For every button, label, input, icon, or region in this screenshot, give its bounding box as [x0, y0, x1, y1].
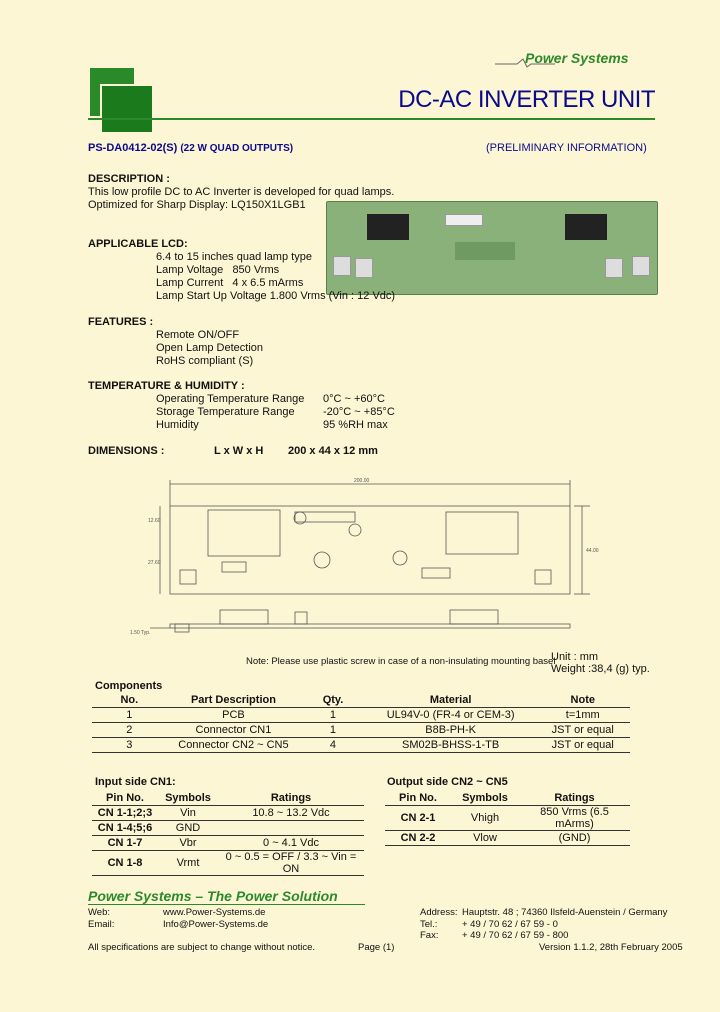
footer-rule	[88, 904, 365, 905]
email-link[interactable]: Info@Power-Systems.de	[163, 919, 269, 930]
table-row: 3 Connector CN2 ~ CN5 4 SM02B-BHSS-1-TB JST or equal	[92, 738, 630, 753]
address-label: Address:	[420, 907, 458, 918]
description-line-2: Optimized for Sharp Display: LQ150X1LGB1	[88, 199, 306, 211]
column-header: Ratings	[519, 791, 630, 806]
model-number: PS-DA0412-02(S) (22 W QUAD OUTPUTS)	[88, 142, 294, 154]
temp-value: -20°C ~ +85°C	[323, 406, 395, 418]
dimensions-heading: DIMENSIONS :	[88, 445, 165, 457]
page-number: Page (1)	[358, 942, 395, 953]
tel-label: Tel.:	[420, 919, 438, 930]
lcd-line: 6.4 to 15 inches quad lamp type	[156, 251, 312, 263]
temp-label: Operating Temperature Range	[156, 393, 305, 405]
input-side-title: Input side CN1:	[95, 776, 176, 788]
column-header: Symbols	[158, 791, 218, 806]
version-label: Version 1.1.2, 28th February 2005	[539, 942, 683, 953]
table-row: 2 Connector CN1 1 B8B-PH-K JST or equal	[92, 723, 630, 738]
preliminary-label: (PRELIMINARY INFORMATION)	[486, 142, 647, 154]
description-line-1: This low profile DC to AC Inverter is developed for quad lamps.	[88, 186, 395, 198]
dim-label: 44.00	[586, 548, 599, 554]
column-header: Pin No.	[385, 791, 451, 806]
input-pin-table	[92, 791, 364, 876]
table-header-row	[92, 693, 630, 708]
web-label: Web:	[88, 907, 111, 918]
temp-value: 0°C ~ +60°C	[323, 393, 385, 405]
tel-value: + 49 / 70 62 / 67 59 - 0	[462, 919, 558, 930]
mounting-note: Note: Please use plastic screw in case of a non-insulating mounting basel	[246, 656, 556, 667]
column-header: Pin No.	[92, 791, 158, 806]
table-row: CN 2-1 Vhigh 850 Vrms (6.5 mArms)	[385, 806, 630, 831]
unit-label: Unit : mm	[551, 651, 599, 663]
column-header: Ratings	[218, 791, 364, 806]
dimensions-lwh: L x W x H	[214, 445, 264, 457]
fax-label: Fax:	[420, 930, 439, 941]
email-label: Email:	[88, 919, 115, 930]
web-link[interactable]: www.Power-Systems.de	[163, 907, 266, 918]
feature-item: RoHS compliant (S)	[156, 355, 254, 367]
components-table	[92, 693, 630, 753]
table-row: CN 1-7 Vbr 0 ~ 4.1 Vdc	[92, 836, 364, 851]
temp-value: 95 %RH max	[323, 419, 388, 431]
table-row: CN 1-1;2;3 Vin 10.8 ~ 13.2 Vdc	[92, 806, 364, 821]
column-header: Note	[536, 693, 630, 708]
dim-label: 12.60	[148, 518, 161, 524]
table-row: 1 PCB 1 UL94V-0 (FR-4 or CEM-3) t=1mm	[92, 708, 630, 723]
temp-label: Storage Temperature Range	[156, 406, 295, 418]
output-pin-table	[385, 791, 630, 846]
table-header-row	[385, 791, 630, 806]
disclaimer: All specifications are subject to change without notice.	[88, 942, 316, 953]
brand-logo-text: Power Systems	[525, 50, 629, 66]
features-heading: FEATURES :	[88, 316, 154, 328]
title-rule	[88, 118, 655, 120]
mechanical-drawing	[130, 478, 610, 648]
column-header: Qty.	[300, 693, 365, 708]
column-header: No.	[92, 693, 167, 708]
column-header: Material	[366, 693, 536, 708]
logo-square-front	[100, 84, 154, 134]
temp-label: Humidity	[156, 419, 199, 431]
feature-item: Remote ON/OFF	[156, 329, 240, 341]
temperature-heading: TEMPERATURE & HUMIDITY :	[88, 380, 245, 392]
dim-label: 1.50 Typ.	[130, 630, 151, 636]
table-row: CN 2-2 Vlow (GND)	[385, 831, 630, 846]
table-row: CN 1-4;5;6 GND	[92, 821, 364, 836]
column-header: Symbols	[451, 791, 519, 806]
lcd-line: Lamp Voltage 850 Vrms	[156, 264, 280, 276]
lcd-line: Lamp Start Up Voltage 1.800 Vrms (Vin : 12 Vdc)	[156, 290, 396, 302]
description-heading: DESCRIPTION :	[88, 173, 170, 185]
dim-label: 27.60	[148, 560, 161, 566]
output-side-title: Output side CN2 ~ CN5	[387, 776, 508, 788]
dim-length-label: 200.00	[354, 478, 370, 484]
table-row: CN 1-8 Vrmt 0 ~ 0.5 = OFF / 3.3 ~ Vin = ON	[92, 851, 364, 876]
table-header-row	[92, 791, 364, 806]
feature-item: Open Lamp Detection	[156, 342, 264, 354]
dimensions-value: 200 x 44 x 12 mm	[288, 445, 378, 457]
address-value: Hauptstr. 48 ; 74360 Ilsfeld-Auenstein / Germany	[462, 907, 668, 918]
fax-value: + 49 / 70 62 / 67 59 - 800	[462, 930, 569, 941]
weight-label: Weight :38,4 (g) typ.	[551, 663, 650, 675]
footer-tagline: Power Systems – The Power Solution	[88, 888, 338, 904]
lcd-heading: APPLICABLE LCD:	[88, 238, 188, 250]
lcd-line: Lamp Current 4 x 6.5 mArms	[156, 277, 304, 289]
page-title: DC-AC INVERTER UNIT	[398, 86, 655, 113]
product-photo	[326, 201, 658, 295]
column-header: Part Description	[167, 693, 301, 708]
components-title: Components	[95, 680, 163, 692]
